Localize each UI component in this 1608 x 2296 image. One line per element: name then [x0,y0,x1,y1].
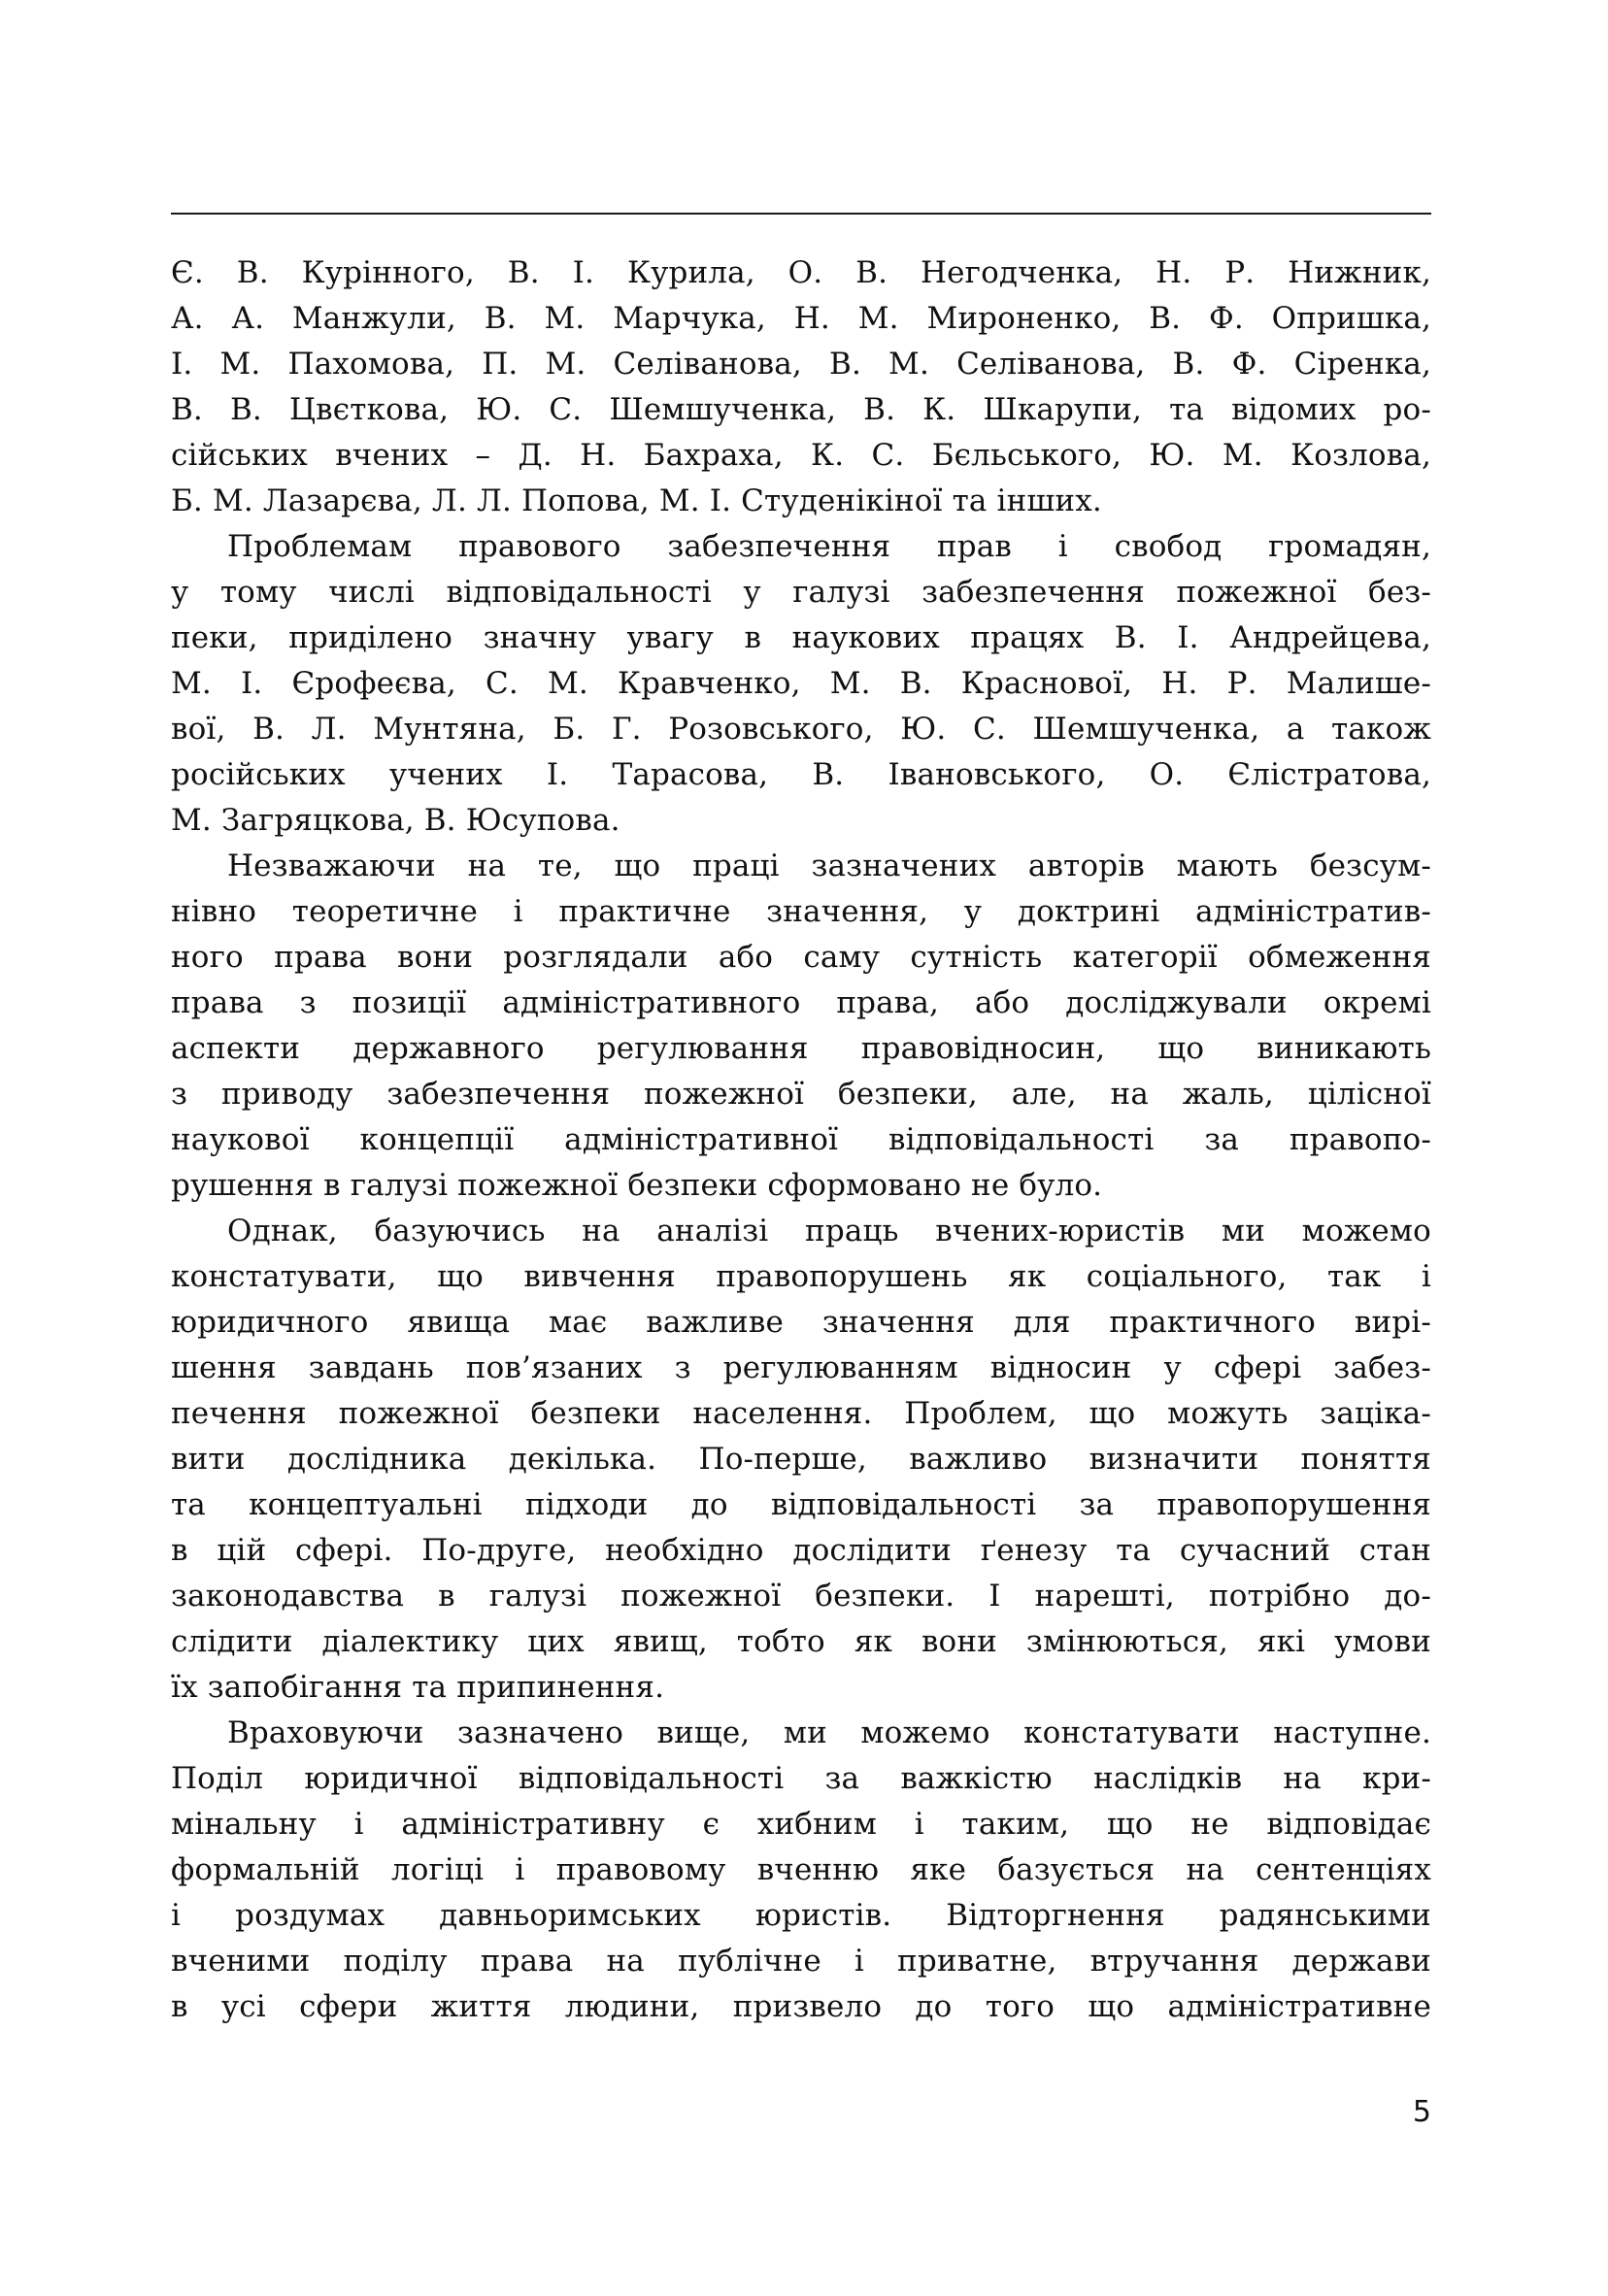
text-line: констатувати, що вивчення правопорушень як соціального, так і [171,1259,1431,1294]
text-line: нівно теоретичне і практичне значення, у доктрині адміністратив- [171,894,1431,929]
paragraph-2 [171,524,1431,844]
text-line: вченими поділу права на публічне і приватне, втручання держави [171,1944,1431,1979]
page-number: 5 [1412,2095,1431,2129]
text-line: формальній логіці і правовому вченню яке базується на сентенціях [171,1852,1431,1887]
text-line: Незважаючи на те, що праці зазначених авторів мають безсум- [227,849,1431,883]
text-line: вої, В. Л. Мунтяна, Б. Г. Розовського, Ю. С. Шемшученка, а також [171,712,1431,747]
text-line: шення завдань пов’язаних з регулюванням відносин у сфері забез- [171,1350,1431,1385]
text-line: Є. В. Курінного, В. І. Курила, О. В. Негодченка, Н. Р. Нижник, [171,255,1431,290]
text-line: вити дослідника декілька. По-перше, важливо визначити поняття [171,1442,1431,1477]
text-line: рушення в галузі пожежної безпеки сформовано не було. [171,1168,1103,1203]
text-line: юридичного явища має важливе значення для практичного вирі- [171,1305,1431,1340]
text-line: ного права вони розглядали або саму сутність категорії обмеження [171,940,1431,975]
text-line: законодавства в галузі пожежної безпеки. І нарешті, потрібно до- [171,1579,1431,1614]
text-line: М. І. Єрофеєва, С. М. Кравченко, М. В. Краснової, Н. Р. Малише- [171,666,1431,701]
text-line: та концептуальні підходи до відповідальності за правопорушення [171,1487,1431,1522]
text-line: у тому числі відповідальності у галузі забезпечення пожежної без- [171,575,1431,610]
text-line: Однак, базуючись на аналізі праць вчених-юристів ми можемо [227,1214,1431,1248]
paragraph-3 [171,844,1431,1209]
text-line: Проблемам правового забезпечення прав і свобод громадян, [227,529,1431,564]
text-line: пеки, приділено значну увагу в наукових працях В. І. Андрейцева, [171,620,1431,655]
text-line: права з позиції адміністративного права, або досліджували окремі [171,985,1431,1020]
text-line: Б. М. Лазарєва, Л. Л. Попова, М. І. Студенікіної та інших. [171,483,1102,518]
text-line: мінальну і адміністративну є хибним і таким, що не відповідає [171,1807,1431,1842]
text-line: сійських вчених – Д. Н. Бахраха, К. С. Бєльського, Ю. М. Козлова, [171,438,1431,473]
text-line: наукової концепції адміністративної відповідальності за правопо- [171,1122,1431,1157]
paragraph-5 [171,1711,1431,2030]
paragraph-4 [171,1209,1431,1711]
text-line: А. А. Манжули, В. М. Марчука, Н. М. Мироненко, В. Ф. Опришка, [171,301,1431,336]
header-rule [171,213,1431,215]
text-line: М. Загряцкова, В. Юсупова. [171,803,620,838]
text-line: в усі сфери життя людини, призвело до того що адміністративне [171,1989,1431,2024]
document-page [171,0,1431,2296]
text-line: їх запобігання та припинення. [171,1670,665,1705]
text-line: В. В. Цвєткова, Ю. С. Шемшученка, В. К. Шкарупи, та відомих ро- [171,392,1431,427]
text-line: в цій сфері. По-друге, необхідно дослідити ґенезу та сучасний стан [171,1533,1431,1568]
text-line: печення пожежної безпеки населення. Проблем, що можуть заціка- [171,1396,1431,1431]
text-line: російських учених І. Тарасова, В. Івановського, О. Єлістратова, [171,757,1431,792]
text-line: з приводу забезпечення пожежної безпеки, але, на жаль, цілісної [171,1077,1431,1112]
body-text [171,250,1431,2030]
text-line: аспекти державного регулювання правовідносин, що виникають [171,1031,1431,1066]
text-line: і роздумах давньоримських юристів. Відторгнення радянськими [171,1898,1431,1933]
text-line: І. М. Пахомова, П. М. Селіванова, В. М. Селіванова, В. Ф. Сіренка, [171,347,1431,382]
paragraph-1 [171,250,1431,524]
text-line: слідити діалектику цих явищ, тобто як вони змінюються, які умови [171,1624,1431,1659]
text-line: Поділ юридичної відповідальності за важкістю наслідків на кри- [171,1761,1431,1796]
text-line: Враховуючи зазначено вище, ми можемо констатувати наступне. [227,1715,1431,1750]
